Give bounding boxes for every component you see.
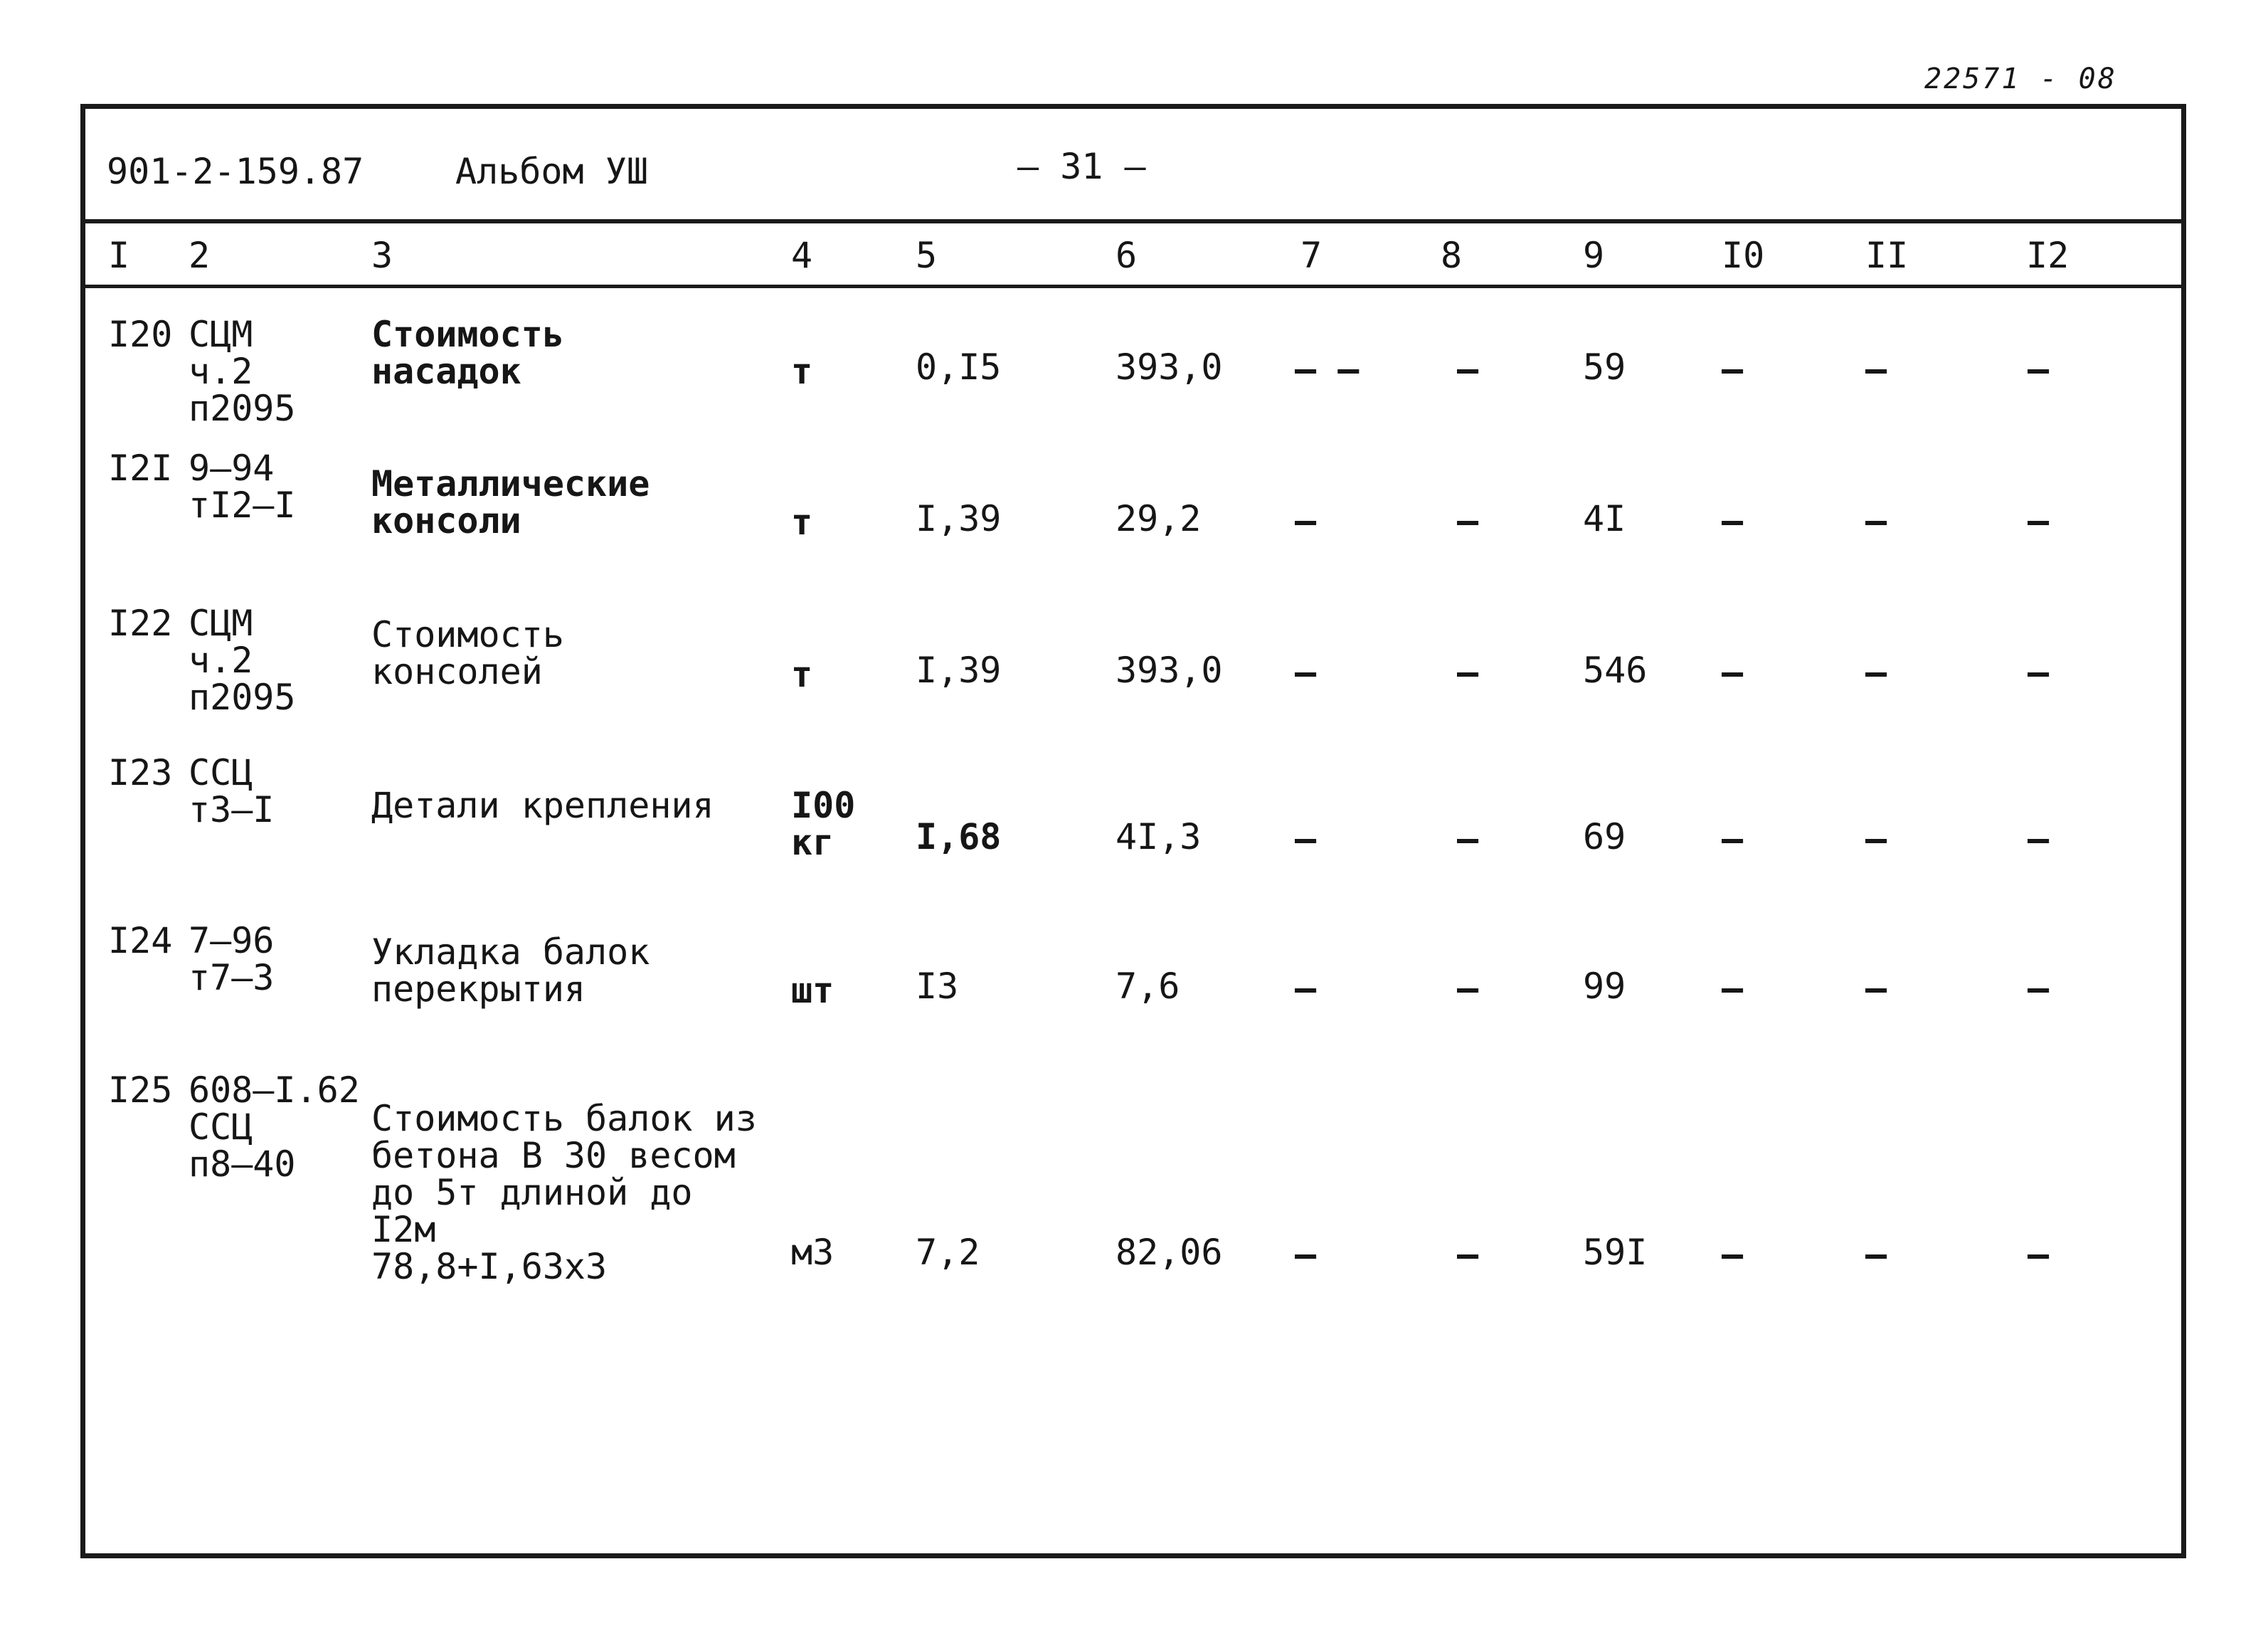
row-total: 99 xyxy=(1583,966,1626,1007)
col-header-11: II xyxy=(1865,235,1909,276)
row-total: 546 xyxy=(1583,650,1648,691)
row-total: 69 xyxy=(1583,816,1626,857)
col-header-4: 4 xyxy=(791,235,813,276)
row-col11: – xyxy=(1865,1234,1887,1275)
row-quantity: I,68 xyxy=(916,816,1002,857)
row-col8: – xyxy=(1457,968,1479,1009)
row-quantity: I,39 xyxy=(916,498,1002,539)
row-description: Детали крепления xyxy=(371,785,714,826)
row-col8: – xyxy=(1457,1234,1479,1275)
row-col7: – xyxy=(1295,818,1317,860)
row-quantity: 0,I5 xyxy=(916,347,1002,388)
row-number: I25 xyxy=(108,1069,173,1111)
row-unit: т xyxy=(791,351,813,392)
row-number: I22 xyxy=(108,603,173,644)
row-unit: I00 кг xyxy=(791,785,856,863)
row-col7: – xyxy=(1295,652,1317,693)
row-unit: т xyxy=(791,502,813,543)
row-col11: – xyxy=(1865,652,1887,693)
col-header-1: I xyxy=(108,235,130,276)
page-number: – 31 – xyxy=(1017,146,1146,187)
row-col10: – xyxy=(1722,349,1744,390)
row-col8: – xyxy=(1457,500,1479,541)
row-number: I20 xyxy=(108,314,173,355)
row-col11: – xyxy=(1865,968,1887,1009)
row-reference: 608–I.62 ССЦ п8–40 xyxy=(189,1069,360,1185)
row-unit-price: 7,6 xyxy=(1116,966,1180,1007)
row-description: Металлические консоли xyxy=(371,463,650,541)
row-unit-price: 393,0 xyxy=(1116,347,1223,388)
row-col10: – xyxy=(1722,652,1744,693)
row-total: 4I xyxy=(1583,498,1626,539)
row-unit-price: 4I,3 xyxy=(1116,816,1202,857)
row-quantity: 7,2 xyxy=(916,1232,980,1273)
row-col7: – xyxy=(1295,500,1317,541)
col-header-2: 2 xyxy=(189,235,211,276)
header-divider xyxy=(80,219,2186,223)
row-description: Стоимость насадок xyxy=(371,314,564,392)
row-description: Укладка балок перекрытия xyxy=(371,931,650,1010)
row-unit-price: 393,0 xyxy=(1116,650,1223,691)
row-col8: – xyxy=(1457,349,1479,390)
col-header-5: 5 xyxy=(916,235,938,276)
row-col10: – xyxy=(1722,818,1744,860)
document-code: 901-2-159.87 xyxy=(107,151,364,192)
row-col12: – xyxy=(2028,652,2050,693)
row-unit-price: 29,2 xyxy=(1116,498,1202,539)
row-col11: – xyxy=(1865,500,1887,541)
row-total: 59 xyxy=(1583,347,1626,388)
row-number: I23 xyxy=(108,752,173,793)
col-header-6: 6 xyxy=(1116,235,1138,276)
column-header-divider xyxy=(80,285,2186,288)
row-number: I2I xyxy=(108,448,173,489)
col-header-8: 8 xyxy=(1441,235,1463,276)
row-quantity: I3 xyxy=(916,966,959,1007)
row-reference: ССЦ т3–I xyxy=(189,752,275,830)
col-header-3: 3 xyxy=(371,235,393,276)
row-description: Стоимость консолей xyxy=(371,614,564,692)
row-col10: – xyxy=(1722,968,1744,1009)
row-unit: шт xyxy=(791,970,834,1011)
row-unit: т xyxy=(791,654,813,695)
row-number: I24 xyxy=(108,920,173,961)
col-header-10: I0 xyxy=(1722,235,1765,276)
row-col12: – xyxy=(2028,500,2050,541)
row-col10: – xyxy=(1722,1234,1744,1275)
row-col7: – xyxy=(1295,968,1317,1009)
row-reference: СЦМ ч.2 п2095 xyxy=(189,314,296,429)
row-reference: СЦМ ч.2 п2095 xyxy=(189,603,296,718)
row-total: 59I xyxy=(1583,1232,1648,1273)
row-unit: м3 xyxy=(791,1232,834,1273)
row-col7: – xyxy=(1295,1234,1317,1275)
row-col12: – xyxy=(2028,1234,2050,1275)
row-reference: 7–96 т7–3 xyxy=(189,920,275,998)
row-col10: – xyxy=(1722,500,1744,541)
row-description: Стоимость балок из бетона В 30 весом до 5т длиной до I2м 78,8+I,63х3 xyxy=(371,1098,757,1287)
row-unit-price: 82,06 xyxy=(1116,1232,1223,1273)
row-col8: – xyxy=(1457,652,1479,693)
archive-stamp: 22571 - 08 xyxy=(1924,63,2117,95)
col-header-7: 7 xyxy=(1300,235,1323,276)
row-quantity: I,39 xyxy=(916,650,1002,691)
row-col12: – xyxy=(2028,968,2050,1009)
album-label: Альбом УШ xyxy=(455,151,648,192)
row-col8: – xyxy=(1457,818,1479,860)
row-col11: – xyxy=(1865,818,1887,860)
row-col11: – xyxy=(1865,349,1887,390)
row-col12: – xyxy=(2028,818,2050,860)
row-reference: 9–94 тI2–I xyxy=(189,448,296,526)
col-header-9: 9 xyxy=(1583,235,1605,276)
row-col7: – – xyxy=(1295,349,1360,390)
row-col12: – xyxy=(2028,349,2050,390)
col-header-12: I2 xyxy=(2026,235,2070,276)
